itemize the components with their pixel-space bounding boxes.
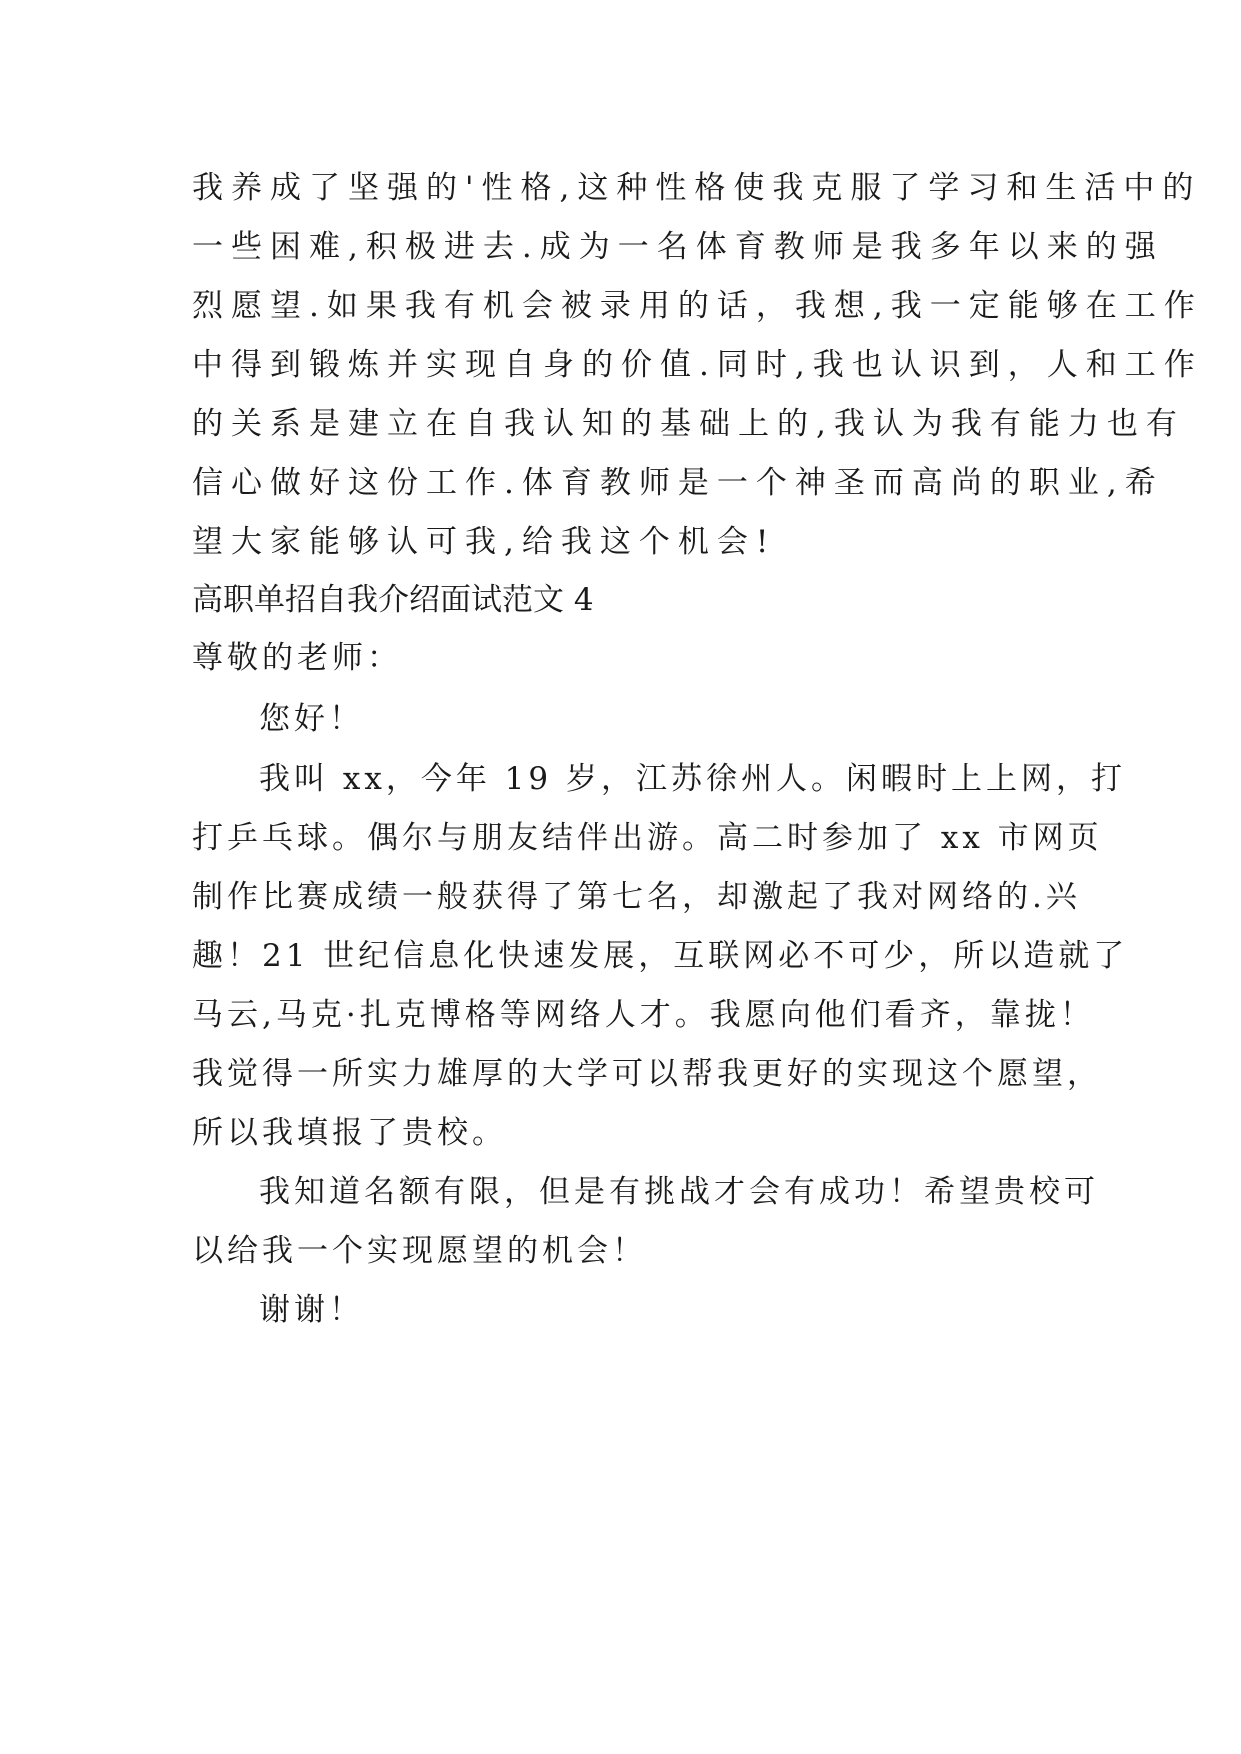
salutation: 尊敬的老师： [192,640,402,676]
text-line: 烈愿望.如果我有机会被录用的话，我想,我一定能够在工作 [192,288,1203,324]
text-line: 的关系是建立在自我认知的基础上的,我认为我有能力也有 [192,406,1185,442]
text-line: 所以我填报了贵校。 [192,1115,507,1151]
text-line: 我知道名额有限，但是有挑战才会有成功！希望贵校可 [259,1174,1099,1210]
closing: 谢谢！ [259,1292,364,1328]
text-line: 一些困难,积极进去.成为一名体育教师是我多年以来的强 [192,229,1164,265]
text-line: 趣！21 世纪信息化快速发展，互联网必不可少，所以造就了 [192,938,1129,974]
text-line: 我叫 xx，今年 19 岁，江苏徐州人。闲暇时上上网，打 [259,761,1126,797]
greeting: 您好！ [259,701,364,737]
section-heading: 高职单招自我介绍面试范文 4 [192,582,594,618]
text-line: 信心做好这份工作.体育教师是一个神圣而高尚的职业,希 [192,465,1164,501]
text-line: 望大家能够认可我,给我这个机会! [192,524,777,560]
text-line: 打乒乓球。偶尔与朋友结伴出游。高二时参加了 xx 市网页 [192,820,1103,856]
text-line: 我觉得一所实力雄厚的大学可以帮我更好的实现这个愿望， [192,1056,1102,1092]
text-line: 中得到锻炼并实现自身的价值.同时,我也认识到，人和工作 [192,347,1203,383]
text-line: 以给我一个实现愿望的机会！ [192,1233,647,1269]
text-line: 我养成了坚强的'性格,这种性格使我克服了学习和生活中的 [192,170,1202,206]
text-line: 制作比赛成绩一般获得了第七名，却激起了我对网络的.兴 [192,879,1081,915]
text-line: 马云,马克·扎克博格等网络人才。我愿向他们看齐，靠拢！ [192,997,1095,1033]
